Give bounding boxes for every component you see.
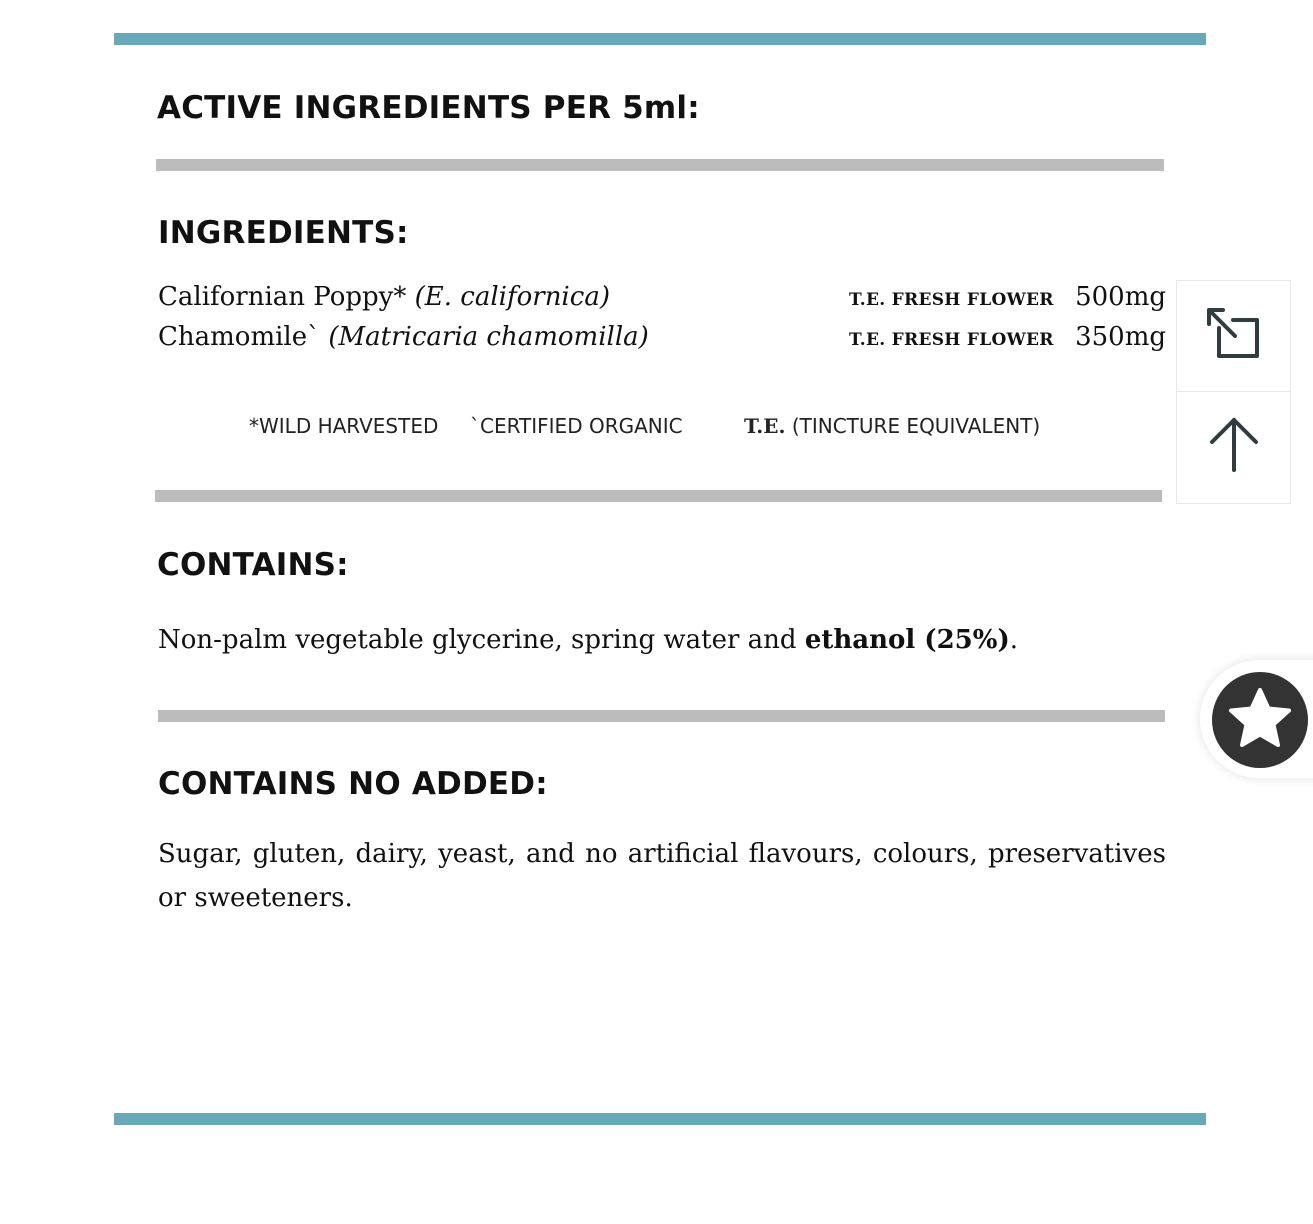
contains-no-added-heading: CONTAINS NO ADDED: (158, 766, 548, 802)
ingredient-name-wrap (158, 322, 649, 352)
arrow-up-icon (1208, 416, 1260, 479)
section-divider (158, 710, 1165, 722)
footnote-tincture-equivalent (744, 414, 1040, 444)
ingredient-row (158, 282, 1166, 322)
section-divider (156, 159, 1164, 171)
contains-no-added-text: Sugar, gluten, dairy, yeast, and no artificial flavours, colours, preservatives or sweeteners. (158, 839, 1166, 913)
contains-text-main: Non-palm vegetable glycerine, spring water and (158, 625, 805, 655)
bottom-accent-bar (114, 1113, 1206, 1125)
ingredient-row (158, 322, 1166, 362)
ingredient-name: Californian Poppy* (158, 282, 415, 312)
star-icon (1228, 687, 1292, 754)
ingredient-name-wrap (158, 282, 610, 312)
contains-text (158, 618, 1166, 662)
ingredient-name: Chamomile` (158, 322, 329, 352)
contains-ethanol-bold: ethanol (25%) (804, 625, 1010, 655)
section-divider (155, 490, 1162, 502)
ingredients-heading: INGREDIENTS: (158, 215, 409, 251)
scroll-to-top-button[interactable] (1177, 392, 1290, 502)
share-expand-icon (1205, 306, 1263, 367)
ingredient-amount: 500mg (1075, 282, 1166, 312)
ingredient-amount: 350mg (1075, 322, 1166, 352)
share-expand-button[interactable] (1177, 281, 1290, 391)
footnote-te-description: (TINCTURE EQUIVALENT) (785, 414, 1041, 438)
ingredient-te-label: T.E. FRESH FLOWER (849, 290, 1054, 310)
footnote-wild-harvested: *WILD HARVESTED (249, 414, 439, 438)
contains-text-end: . (1009, 625, 1019, 655)
top-accent-bar (114, 33, 1206, 45)
contains-heading: CONTAINS: (157, 547, 349, 583)
active-ingredients-heading: ACTIVE INGREDIENTS PER 5ml: (157, 90, 700, 126)
footnote-te-abbreviation: T.E. (744, 414, 786, 438)
reviews-button[interactable] (1212, 672, 1308, 768)
ingredient-te-label: T.E. FRESH FLOWER (849, 330, 1054, 350)
reviews-tab (1200, 660, 1313, 778)
footnote-certified-organic: `CERTIFIED ORGANIC (470, 414, 683, 438)
side-action-panel (1176, 280, 1291, 504)
ingredient-latin-name: (Matricaria chamomilla) (328, 322, 649, 352)
ingredient-latin-name: (E. californica) (414, 282, 610, 312)
